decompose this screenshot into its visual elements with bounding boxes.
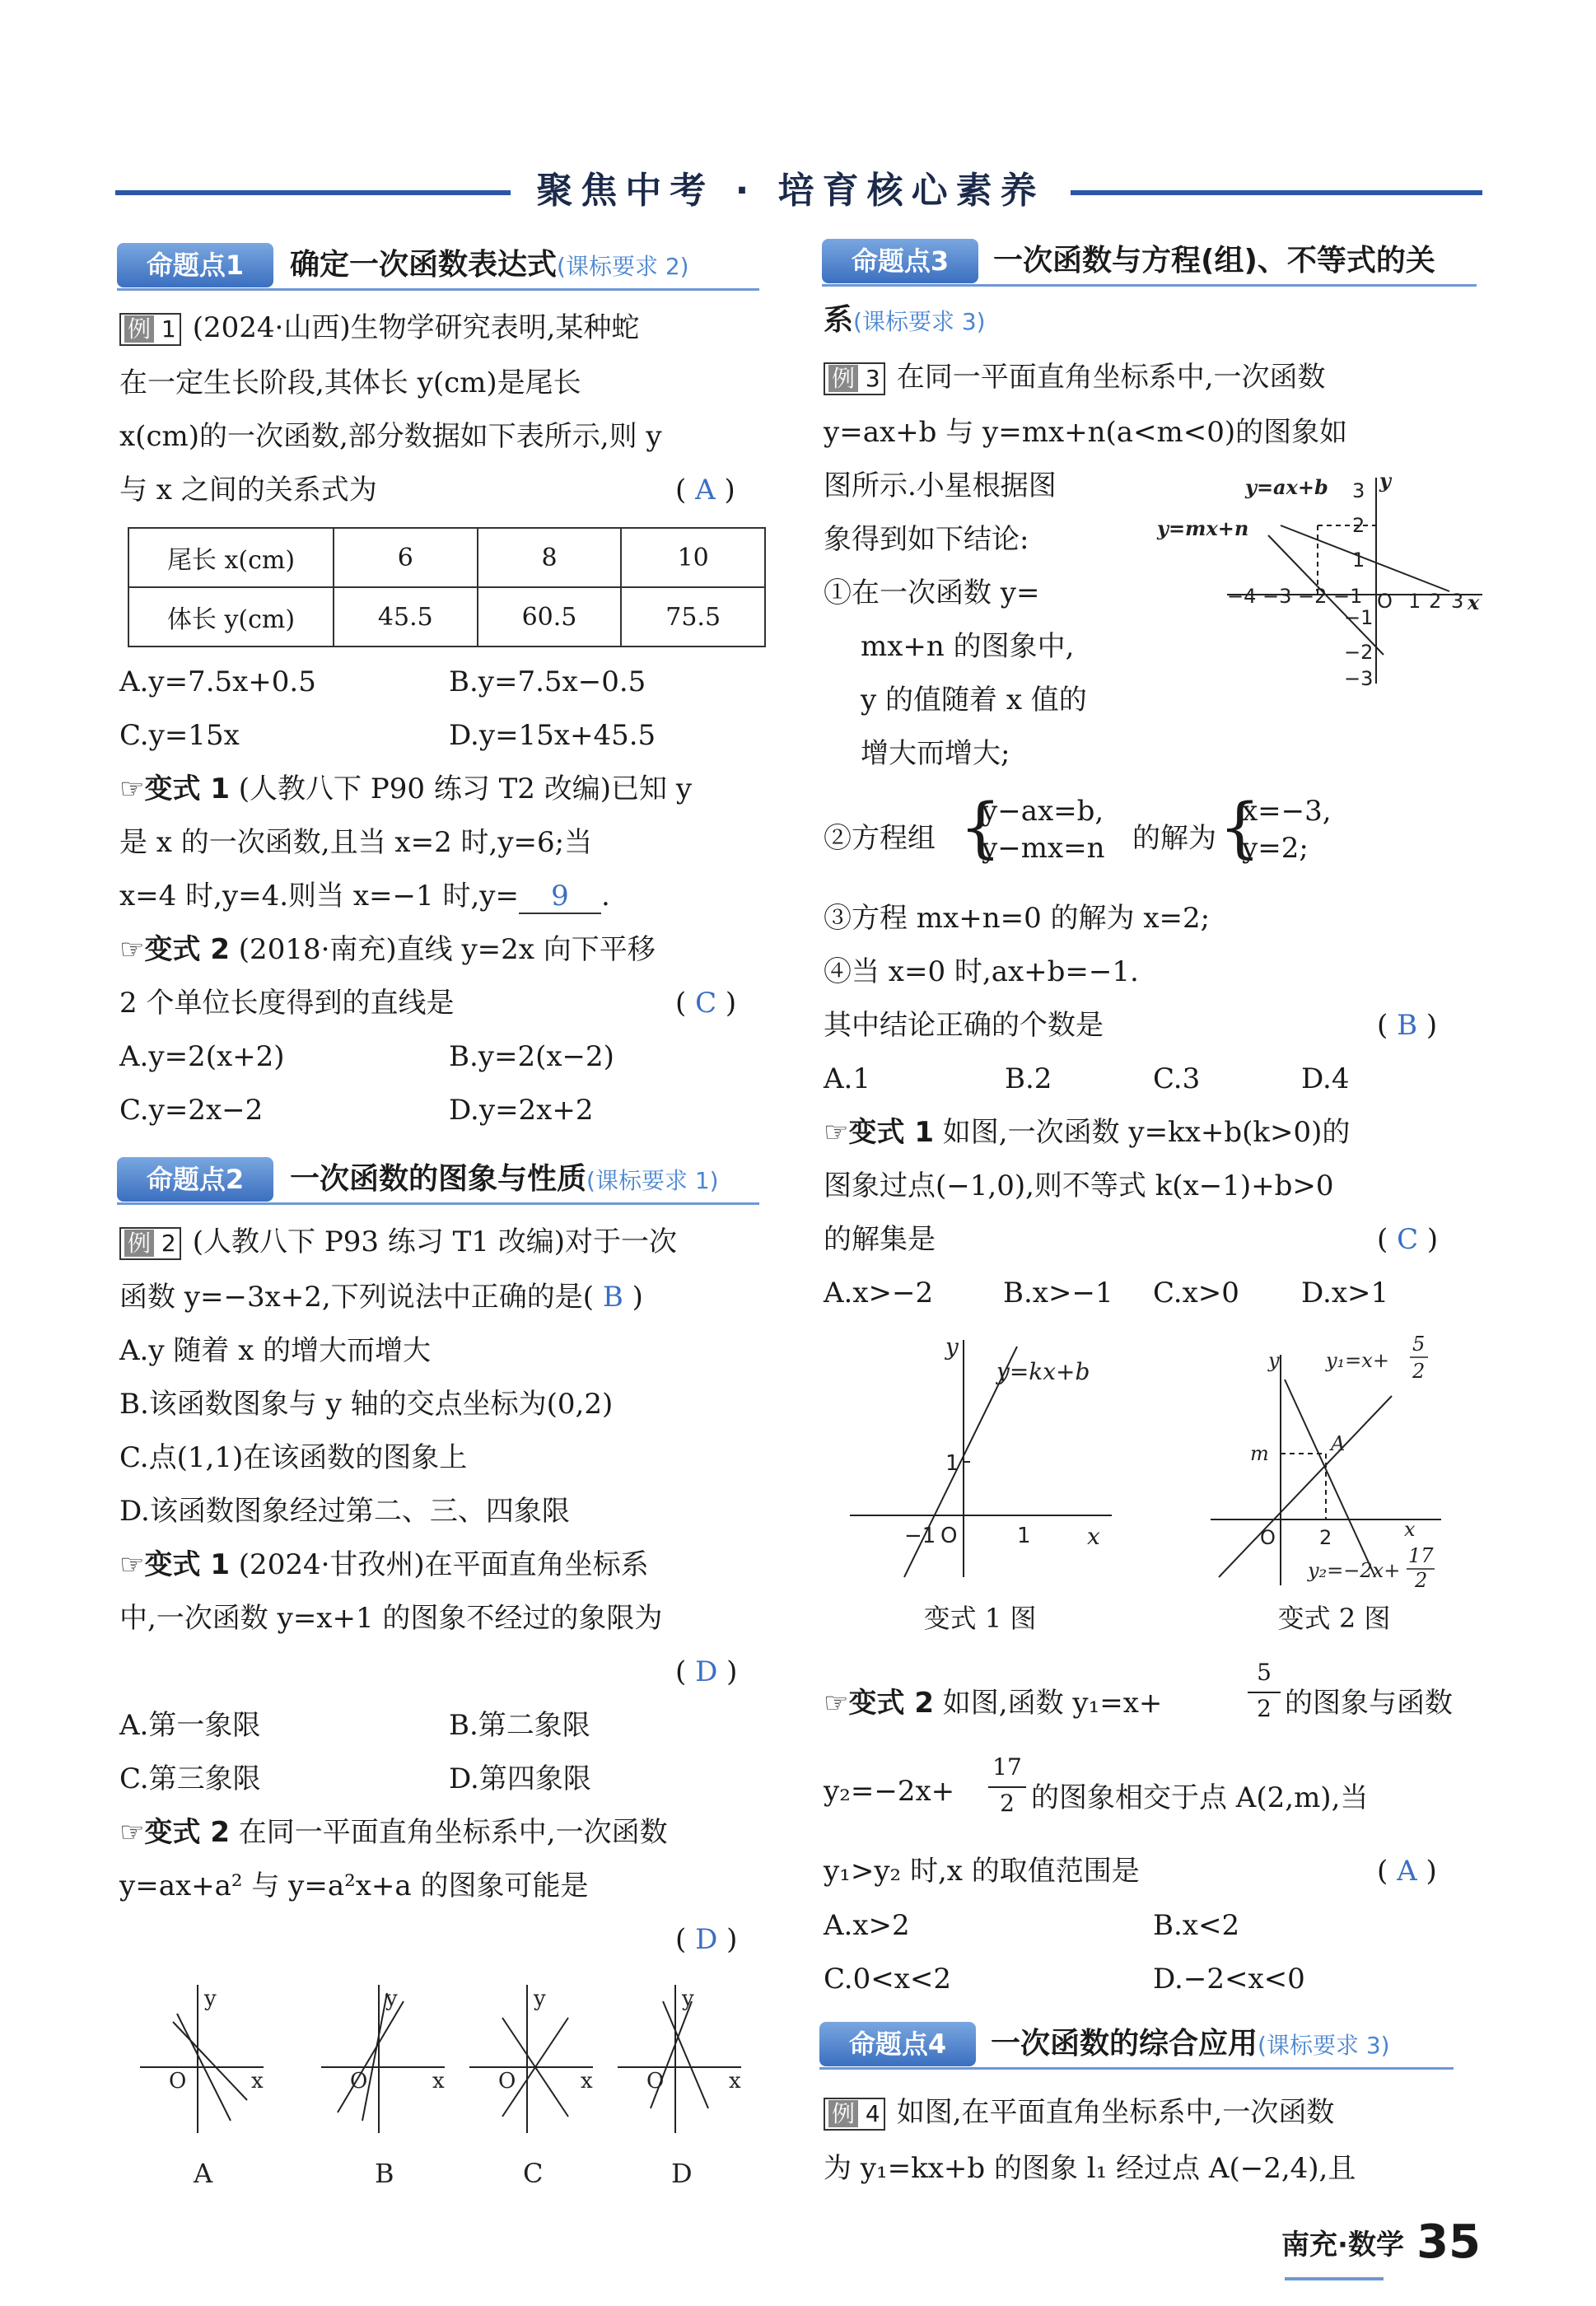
conclusion-2: ②方程组 { y−ax=b, y−mx=n 的解为 { x=−3, y=2; — [824, 789, 1332, 866]
section-underline-1 — [117, 288, 759, 291]
variant-2-1-option-b: B.第二象限 — [449, 1709, 590, 1742]
graph-b-y: y — [385, 1986, 398, 2011]
section-title-1: 确定一次函数表达式(课标要求 2) — [290, 248, 689, 282]
graph-a-x: x — [251, 2069, 264, 2094]
section-badge-4: 命题点4 — [819, 2022, 976, 2066]
table-cell: 60.5 — [478, 587, 622, 647]
example-1-option-a: A.y=7.5x+0.5 — [119, 665, 316, 698]
tick-label: −1 — [904, 1524, 936, 1548]
graph-y-label: y — [1379, 469, 1391, 492]
example-1-line-4: 与 x 之间的关系式为 — [119, 474, 377, 506]
graph-b — [321, 1985, 445, 2133]
footer-subject: 南充·数学 — [1281, 2229, 1404, 2262]
example-3-line-1: 例 3 在同一平面直角坐标系中,一次函数 — [824, 361, 1326, 395]
variant-2-1-option-d: D.第四象限 — [449, 1762, 591, 1795]
example-3-answer: ( B ) — [1377, 1009, 1438, 1042]
variant-2-y1-label: y₁=x+ — [1326, 1349, 1389, 1372]
example-2-option: D.该函数图象经过第二、三、四象限 — [119, 1495, 570, 1528]
data-table — [128, 527, 766, 647]
tick-label: 2 — [1319, 1526, 1332, 1549]
graph-b-label: B — [375, 2158, 394, 2189]
example-3-question: 其中结论正确的个数是 — [824, 1009, 1104, 1042]
variant-2-2-answer: ( D ) — [675, 1923, 738, 1956]
variant-2-y1-den: 2 — [1412, 1360, 1426, 1383]
tick-label: −4 — [1227, 585, 1257, 608]
tick-label: −2 — [1344, 641, 1374, 664]
variant-1-2-option-b: B.y=2(x−2) — [449, 1040, 614, 1073]
tick-label: 3 — [1451, 590, 1464, 613]
variant-1-1-line-3: x=4 时,y=4.则当 x=−1 时,y= 9 . — [119, 880, 610, 913]
variant-3-2-line-1: ☞变式 2 如图,函数 y₁=x+ 5 2 的图象与函数 — [824, 1659, 1453, 1722]
example-3-option-a: A.1 — [824, 1062, 870, 1095]
example-2-option: B.该函数图象与 y 轴的交点坐标为(0,2) — [119, 1388, 614, 1421]
variant-2-y2-num: 17 — [1408, 1544, 1434, 1567]
tick-label: 1 — [1017, 1524, 1031, 1548]
graph-a-label: A — [194, 2158, 213, 2189]
table-cell: 体长 y(cm) — [128, 587, 334, 647]
tick-label: O — [1260, 1526, 1276, 1549]
example-3-line-2: y=ax+b 与 y=mx+n(a<m<0)的图象如 — [824, 416, 1348, 449]
graph-a — [140, 1985, 264, 2133]
example-1-option-c: C.y=15x — [119, 719, 240, 752]
example-3-option-b: B.2 — [1005, 1062, 1052, 1095]
variant-2-1-option-a: A.第一象限 — [119, 1709, 261, 1742]
graph-d-label: D — [671, 2158, 693, 2189]
table-cell: 75.5 — [621, 587, 765, 647]
example-2-option: A.y 随着 x 的增大而增大 — [119, 1334, 432, 1367]
graph-line-label-1: y=ax+b — [1245, 475, 1328, 499]
graph-d-origin: O — [646, 2069, 665, 2094]
graph-x-label: x — [1468, 591, 1480, 614]
table-cell: 45.5 — [334, 587, 478, 647]
section-title-2: 一次函数的图象与性质(课标要求 1) — [290, 1162, 719, 1196]
page-footer — [1281, 2215, 1481, 2269]
variant-3-2-option-b: B.x<2 — [1153, 1909, 1240, 1942]
example-2-line-2: 函数 y=−3x+2,下列说法中正确的是( B ) — [119, 1281, 643, 1314]
graph-line-label-2: y=mx+n — [1157, 516, 1249, 540]
section-title-3-cont: 系(课标要求 3) — [824, 303, 986, 337]
tick-label: 2 — [1429, 590, 1442, 613]
tick-label: −3 — [1344, 667, 1374, 690]
variant-1-1-line-1: ☞变式 1 (人教八下 P90 练习 T2 改编)已知 y — [119, 773, 693, 805]
tick-label: −1 — [1333, 585, 1363, 608]
variant-3-1-line-1: ☞变式 1 如图,一次函数 y=kx+b(k>0)的 — [824, 1116, 1351, 1149]
page-number: 35 — [1416, 2215, 1481, 2269]
graph-a-origin: O — [169, 2069, 187, 2094]
graph-c — [469, 1985, 593, 2133]
example-2-option: C.点(1,1)在该函数的图象上 — [119, 1441, 468, 1474]
variant-1-y-label: y — [945, 1333, 959, 1361]
example-1-line-2: 在一定生长阶段,其体长 y(cm)是尾长 — [119, 366, 581, 399]
variant-1-line-label: y=kx+b — [996, 1358, 1090, 1385]
section-title-3: 一次函数与方程(组)、不等式的关 — [993, 244, 1435, 278]
example-4-line-2: 为 y₁=kx+b 的图象 l₁ 经过点 A(−2,4),且 — [824, 2152, 1356, 2185]
tick-label: −1 — [1344, 606, 1374, 629]
example-3-option-c: C.3 — [1153, 1062, 1201, 1095]
section-underline-2 — [117, 1202, 759, 1205]
table-cell: 10 — [621, 528, 765, 587]
variant-2-figure-caption: 变式 2 图 — [1277, 1603, 1391, 1634]
graph-c-label: C — [523, 2158, 544, 2189]
table-cell: 8 — [478, 528, 622, 587]
variant-1-2-answer: ( C ) — [675, 987, 737, 1020]
example-3-line-4: 象得到如下结论: — [824, 523, 1029, 556]
graph-a-y: y — [204, 1986, 217, 2011]
variant-3-1-line-3: 的解集是 — [824, 1223, 936, 1256]
example-4-line-1: 例 4 如图,在平面直角坐标系中,一次函数 — [824, 2096, 1334, 2131]
variant-1-2-line-2: 2 个单位长度得到的直线是 — [119, 987, 455, 1020]
example-1-line-1: 例 1 (2024·山西)生物学研究表明,某种蛇 — [119, 311, 639, 346]
variant-1-2-line-1: ☞变式 2 (2018·南充)直线 y=2x 向下平移 — [119, 933, 656, 966]
graph-d-x: x — [729, 2069, 741, 2094]
example-3-line-8: 增大而增大; — [861, 737, 1010, 770]
variant-3-1-option-c: C.x>0 — [1153, 1277, 1239, 1309]
tick-label: 3 — [1352, 479, 1365, 502]
variant-3-2-option-c: C.0<x<2 — [824, 1963, 952, 1996]
example-3-label: 例 3 — [824, 362, 885, 395]
table-cell: 6 — [334, 528, 478, 587]
graph-b-x: x — [432, 2069, 445, 2094]
variant-1-1-line-2: 是 x 的一次函数,且当 x=2 时,y=6;当 — [119, 826, 593, 859]
tick-label: 1 — [1352, 548, 1365, 572]
graph-c-origin: O — [498, 2069, 516, 2094]
header-rule-left — [115, 190, 511, 195]
variant-3-1-line-2: 图象过点(−1,0),则不等式 k(x−1)+b>0 — [824, 1169, 1334, 1202]
conclusion-4: ④当 x=0 时,ax+b=−1. — [824, 955, 1139, 988]
variant-3-2-line-3: y₁>y₂ 时,x 的取值范围是 — [824, 1855, 1140, 1888]
variant-2-1-option-c: C.第三象限 — [119, 1762, 261, 1795]
variant-2-y2-den: 2 — [1415, 1569, 1428, 1592]
example-3-line-3: 图所示.小星根据图 — [824, 469, 1057, 502]
variant-2-x-label: x — [1404, 1518, 1416, 1541]
variant-3-2-option-a: A.x>2 — [824, 1909, 910, 1942]
graph-b-origin: O — [350, 2069, 368, 2094]
tick-label: 2 — [1352, 514, 1365, 537]
section-title-4: 一次函数的综合应用(课标要求 3) — [991, 2027, 1390, 2061]
variant-2-y1-num: 5 — [1412, 1333, 1426, 1356]
small-graphs — [124, 1968, 766, 2191]
variant-2-2-line-2: y=ax+a² 与 y=a²x+a 的图象可能是 — [119, 1870, 589, 1902]
variant-2-1-line-2: 中,一次函数 y=x+1 的图象不经过的象限为 — [119, 1602, 663, 1635]
conclusion-3: ③方程 mx+n=0 的解为 x=2; — [824, 902, 1211, 935]
graph-c-y: y — [534, 1986, 546, 2011]
variant-1-2-option-d: D.y=2x+2 — [449, 1094, 594, 1127]
variant-3-1-option-d: D.x>1 — [1301, 1277, 1389, 1309]
tick-label: 1 — [945, 1451, 959, 1476]
page-header-title: 聚焦中考 · 培育核心素养 — [536, 170, 1045, 212]
tick-label: 1 — [1408, 590, 1421, 613]
variant-3-2-answer: ( A ) — [1377, 1855, 1437, 1888]
variant-1-figure — [840, 1330, 1120, 1585]
variant-3-2-line-2: y₂=−2x+ 17 2 的图象相交于点 A(2,m),当 — [824, 1753, 1369, 1817]
section-badge-1: 命题点1 — [117, 243, 273, 287]
variant-2-1-answer: ( D ) — [675, 1655, 738, 1688]
example-1-line-3: x(cm)的一次函数,部分数据如下表所示,则 y — [119, 420, 662, 453]
variant-2-1-line-1: ☞变式 1 (2024·甘孜州)在平面直角坐标系 — [119, 1548, 649, 1581]
variant-2-figure — [1202, 1330, 1474, 1594]
variant-2-y-label: y — [1268, 1349, 1280, 1372]
section-underline-4 — [819, 2067, 1454, 2070]
variant-1-1-answer: 9 — [519, 880, 601, 914]
example-1-label: 例 1 — [119, 313, 181, 346]
section-underline-3 — [822, 284, 1477, 287]
section-badge-3: 命题点3 — [822, 239, 978, 283]
variant-1-figure-caption: 变式 1 图 — [923, 1603, 1037, 1634]
example-1-option-d: D.y=15x+45.5 — [449, 719, 656, 752]
example-3-line-6: mx+n 的图象中, — [861, 630, 1075, 663]
tick-label: O — [1377, 590, 1393, 613]
example-3-graph — [1145, 469, 1491, 692]
graph-c-x: x — [581, 2069, 593, 2094]
example-3-line-5: ①在一次函数 y= — [824, 576, 1040, 609]
variant-3-2-option-d: D.−2<x<0 — [1153, 1963, 1305, 1996]
variant-2-m: m — [1250, 1442, 1269, 1465]
variant-3-1-answer: ( C ) — [1377, 1223, 1439, 1256]
tick-label: −3 — [1262, 585, 1292, 608]
variant-1-2-option-a: A.y=2(x+2) — [119, 1040, 285, 1073]
graph-d-y: y — [682, 1986, 694, 2011]
variant-1-2-option-c: C.y=2x−2 — [119, 1094, 264, 1127]
variant-3-1-option-a: A.x>−2 — [824, 1277, 934, 1309]
section-badge-2: 命题点2 — [117, 1157, 273, 1202]
example-3-option-d: D.4 — [1301, 1062, 1350, 1095]
tick-label: O — [940, 1524, 958, 1548]
example-2-line-1: 例 2 (人教八下 P93 练习 T1 改编)对于一次 — [119, 1225, 677, 1260]
footer-underline — [1285, 2277, 1384, 2280]
example-4-label: 例 4 — [824, 2098, 885, 2131]
example-1-option-b: B.y=7.5x−0.5 — [449, 665, 646, 698]
variant-2-y2-label: y₂=−2x+ — [1308, 1559, 1401, 1582]
variant-2-2-line-1: ☞变式 2 在同一平面直角坐标系中,一次函数 — [119, 1816, 668, 1849]
header-rule-right — [1071, 190, 1482, 195]
variant-1-x-label: x — [1087, 1523, 1100, 1550]
graph-d — [618, 1985, 741, 2133]
example-1-answer: ( A ) — [675, 474, 735, 506]
variant-3-1-option-b: B.x>−1 — [1003, 1277, 1113, 1309]
variant-2-point-a: A — [1331, 1432, 1346, 1455]
tick-label: −2 — [1298, 585, 1328, 608]
example-2-label: 例 2 — [119, 1227, 181, 1260]
example-3-line-7: y 的值随着 x 值的 — [861, 684, 1087, 717]
table-cell: 尾长 x(cm) — [128, 528, 334, 587]
